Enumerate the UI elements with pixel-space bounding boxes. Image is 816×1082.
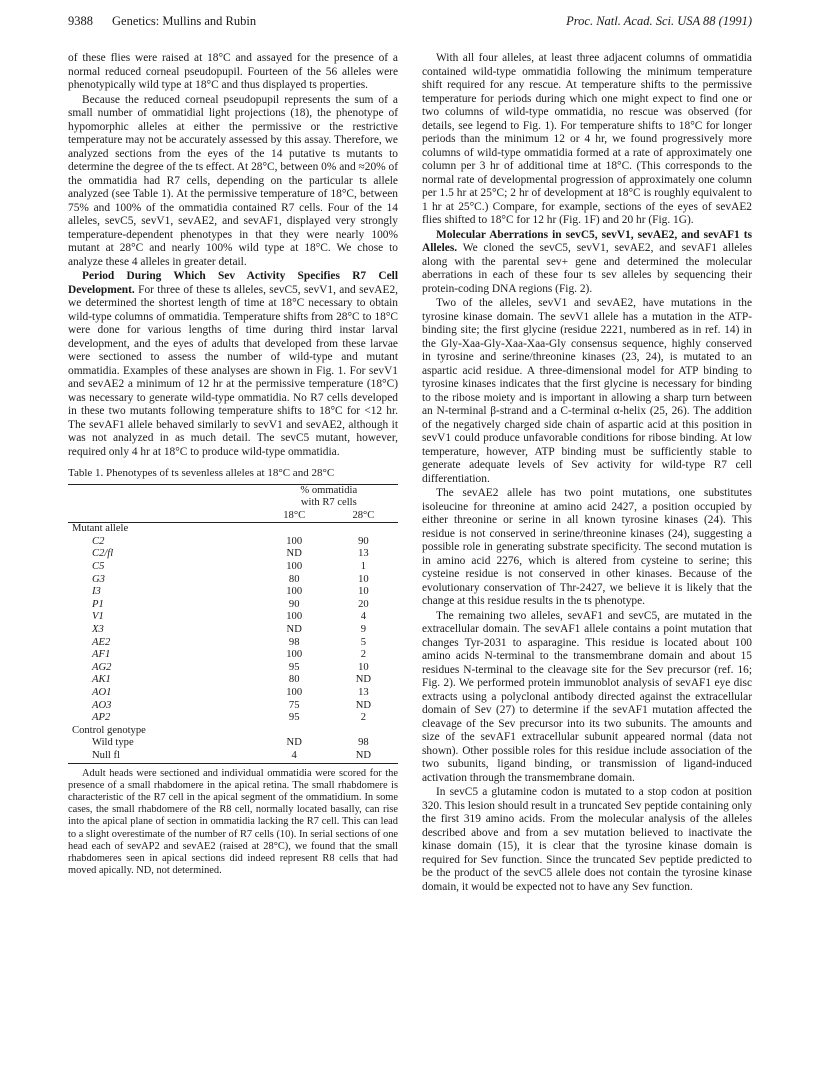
col-header-18c: 18°C xyxy=(260,510,329,523)
left-paragraph-3 xyxy=(68,270,398,459)
left-column xyxy=(68,52,398,877)
table-cell-t28: 2 xyxy=(360,649,367,661)
table-cell-allele: Null fl xyxy=(68,750,260,763)
table-cell-allele: AF1 xyxy=(92,649,111,661)
table-cell-t18: 100 xyxy=(286,611,303,623)
table-row xyxy=(68,624,398,637)
table-cell-allele: V1 xyxy=(92,611,104,623)
table-row xyxy=(68,700,398,713)
table-row xyxy=(68,536,398,549)
table-spanner-1: % ommatidia xyxy=(260,484,398,497)
table-header-row-1 xyxy=(68,484,398,497)
table-cell-t18: 100 xyxy=(286,649,303,661)
page-number: 9388 xyxy=(68,14,93,28)
table-cell-allele: AP2 xyxy=(92,712,111,724)
right-paragraph-5: The remaining two alleles, sevAF1 and sevC5, are mutated in the extracellular domain. The sevAF1 allele contains a point mutation that changes Tyr-2031 to asparagine. This residue is located about 100 amino acids N-terminal to the transmembrane domain and about 15 residues N-terminal to the cleavage site for the Sev precursor (ref. 16; Fig. 2). We performed protein immunoblot analysis of sevAF1 eye disc extracts using a polyclonal antibody directed against the extracellular domain of Sev (27) to determine if the sevAF1 mutation affected the cleavage of the Sev precursor into its two subunits. The amounts and size of the sevAF1 extracellular subunit appeared normal (data not shown). Other possible roles for this residue include association of the two subunits, ligand binding, or transmission of ligand-induced activation through the transmembrane domain. xyxy=(422,609,752,784)
table-cell-t28: 98 xyxy=(358,737,369,749)
table-cell-t18: 95 xyxy=(288,712,300,724)
table-cell-t18: 100 xyxy=(286,687,303,698)
table-cell-allele: C5 xyxy=(92,561,105,573)
table-cell-allele: C2 xyxy=(92,535,105,547)
table-cell-t18: 100 xyxy=(286,535,303,547)
right-paragraph-3: Two of the alleles, sevV1 and sevAE2, have mutations in the tyrosine kinase domain. The sevV1 allele has a mutation in the ATP-binding site; the first glycine (residue 2221, numbered as in ref. 14) in the Gly-Xaa-Gly-Xaa-Xaa-Gly consensus sequence, highly conserved in tyrosine and serine/threonine kinases (23, 24), is mutated to an aspartic acid residue. A three-dimensional model for ATP binding to tyrosine kinases indicates that the first glycine is necessary for binding to the ribose moiety and is important in allowing a sharp turn between an N-terminal β-strand and a C-terminal α-helix (25, 26). The addition of the negatively charged side chain of aspartic acid at this position in sevV1 could produce unfavorable conditions for ribose binding. At low temperature, however, ATP binding must be sufficiently stable to generate adequate levels of Sev activity for wild-type R7 cell differentiation. xyxy=(422,297,752,485)
journal-citation: Proc. Natl. Acad. Sci. USA 88 (1991) xyxy=(566,14,752,28)
table-row xyxy=(68,599,398,612)
table-row xyxy=(68,548,398,561)
table-cell-t28: 1 xyxy=(360,561,367,573)
table-row xyxy=(68,712,398,725)
table-cell-allele: I3 xyxy=(92,586,101,598)
left-paragraph-2: Because the reduced corneal pseudopupil represents the sum of a small number of ommatidial light projections (18), the phenotype of hypomorphic alleles at either the permissive or the restrictive temperature may not be accurately assessed by this assay. Therefore, we analyzed sections from the eyes of the 14 putative ts mutants to determine the degree of the ts effect. At 28°C, between 0% and ≈20% of the ommatidia had R7 cells, depending on the particular ts allele analyzed (see Table 1). At the permissive temperature of 18°C, between 75% and 100% of the ommatidia contained R7 cells. Four of the 14 alleles, sevC5, sevV1, sevAE2, and sevAF1, displayed very strongly temperature-dependent phenotypes in that they were nearly 100% mutant at 28°C and nearly 100% wild type at 18°C. We chose to analyze these 4 alleles in greater detail. xyxy=(68,93,398,268)
table-row xyxy=(68,674,398,687)
table-row xyxy=(68,637,398,650)
phenotype-table xyxy=(68,484,398,764)
group-row-control xyxy=(68,725,398,738)
table-cell-t28: 13 xyxy=(358,548,369,560)
right-paragraph-6: In sevC5 a glutamine codon is mutated to a stop codon at position 320. This lesion should result in a truncated Sev peptide containing only the first 319 amino acids. From the molecular analysis of the alleles described above and from a sev mutation believed to inactivate the kinase domain (15), it is clear that the tyrosine kinase domain is required for Sev function. Since the truncated Sev peptide predicted to be the product of the sevC5 allele does not contain the tyrosine kinase domain, it would be expected not to have any Sev function. xyxy=(422,786,752,893)
table-cell-t28: ND xyxy=(355,674,372,686)
table-row xyxy=(68,586,398,599)
table-row xyxy=(68,737,398,750)
table-row xyxy=(68,574,398,587)
left-paragraph-1: of these flies were raised at 18°C and assayed for the presence of a normal reduced corneal pseudopupil. Fourteen of the 56 alleles were phenotypically wild type at 18°C and thus displayed ts properties. xyxy=(68,52,398,91)
table-row xyxy=(68,561,398,574)
section-heading-molecular: Molecular Aberrations in sevC5, sevV1, sevAE2, and sevAF1 ts Alleles. xyxy=(422,228,752,254)
table-cell-t28: 5 xyxy=(360,636,367,648)
table-cell-t18: 100 xyxy=(286,586,303,598)
mutant-rows xyxy=(68,536,398,725)
table-cell-allele: P1 xyxy=(92,598,104,610)
table-cell-t18: 4 xyxy=(260,750,329,763)
right-paragraph-4: The sevAE2 allele has two point mutations, one substitutes isoleucine for threonine at amino acid 2427, a position occupied by either threonine or serine in all known tyrosine kinases (24). This residue is not conserved in serine/threonine kinases (24), suggesting a possible role in generating substrate specificity. The second mutation is in amino acid 2276, which is altered from cysteine to serine; this cysteine residue is not conserved in other kinases. Because of the evolutionary conservation of Thr-2427, we believe it is likely that the change at this residue results in the ts phenotype. xyxy=(422,487,752,607)
table-cell-t18: 80 xyxy=(288,573,300,585)
table-row xyxy=(68,662,398,675)
table-cell-t28: 2 xyxy=(360,712,367,724)
table-cell-allele: AO1 xyxy=(92,687,112,698)
table-cell-allele: AE2 xyxy=(92,636,111,648)
group-label-control: Control genotype xyxy=(72,724,146,736)
right-paragraph-2 xyxy=(422,229,752,297)
table-row xyxy=(68,750,398,763)
left-paragraph-3-body: For three of these ts alleles, sevC5, sevV1, and sevAE2, we determined the shortest length of time at 18°C necessary to obtain wild-type columns of ommatidia. Temperature shifts from 28°C to 18°C were done for various lengths of time during third instar larval development, and the eyes of adults that developed from these larvae were sectioned to assess the number of wild-type and mutant ommatidia. Examples of these analyses are shown in Fig. 1. For sevV1 and sevAE2 a minimum of 12 hr at the permissive temperature (18°C) was necessary to generate wild-type ommatidia. No R7 cells developed in these two mutants following temperature shifts to 18°C for <12 hr. The sevAF1 allele behaved similarly to sevV1 and sevAE2, although it was not analyzed in as much detail. The sevC5 mutant, however, required only 4 hr at 18°C to produce wild-type ommatidia. xyxy=(68,283,398,458)
section-title: Genetics: Mullins and Rubin xyxy=(112,14,257,28)
right-column xyxy=(422,52,752,894)
group-label-mutant: Mutant allele xyxy=(72,523,129,535)
table-cell-allele: X3 xyxy=(92,624,104,636)
table-cell-t18: 80 xyxy=(288,674,300,686)
table-cell-t18: ND xyxy=(286,548,302,560)
table-cell-t18: ND xyxy=(286,737,302,749)
table-cell-t18: 100 xyxy=(286,561,303,573)
table-cell-t28: 10 xyxy=(358,573,369,585)
control-rows xyxy=(68,737,398,763)
table-cell-t18: ND xyxy=(286,624,302,636)
table-cell-allele: C2/fl xyxy=(92,548,114,560)
right-paragraph-2-body: We cloned the sevC5, sevV1, sevAE2, and sevAF1 alleles along with the parental sev+ gene and determined the molecular aberrations in each of these four ts sev alleles by sequencing their protein-coding DNA regions (Fig. 2). xyxy=(422,242,752,295)
section-heading-period: Period During Which Sev Activity Specifies R7 Cell Development. xyxy=(68,270,398,296)
table-cell-t18: 98 xyxy=(288,636,300,648)
table-cell-t28: 13 xyxy=(358,687,369,698)
table-row xyxy=(68,611,398,624)
table-cell-allele: AG2 xyxy=(92,661,112,673)
table-cell-allele: Wild type xyxy=(92,737,134,749)
table-cell-t28: ND xyxy=(329,750,398,763)
table-header-row-2 xyxy=(68,497,398,510)
table-cell-t28: 20 xyxy=(358,598,369,610)
table-caption: Table 1. Phenotypes of ts sevenless alleles at 18°C and 28°C xyxy=(68,467,335,479)
table-cell-allele: AO3 xyxy=(92,699,112,711)
table-header-row-3 xyxy=(68,510,398,523)
table-cell-t28: 4 xyxy=(360,611,367,623)
table-footnote: Adult heads were sectioned and individual ommatidia were scored for the presence of a small rhabdomere in the apical retina. The small rhabdomere is characteristic of the R7 cell in the apical segment of the ommatidium. In some cases, the small rhabdomere of the R8 cell, normally located basally, can rise into the apical plane of section in ommatidia lacking the R7 cell. This can lead to a slight overestimate of the number of R7 cells (10). In serial sections of one head each of sevAP2 and sevAE2 (raised at 28°C), we found that the small rhabdomeres seen in apical sections did indeed represent R8 cells that had moved apically. ND, not determined. xyxy=(68,767,398,877)
table-row xyxy=(68,687,398,700)
group-row-mutant xyxy=(68,523,398,536)
table-row xyxy=(68,649,398,662)
col-header-28c: 28°C xyxy=(329,510,398,523)
table-cell-t28: 10 xyxy=(358,586,369,598)
table-cell-t28: 9 xyxy=(360,624,367,636)
table-cell-t18: 75 xyxy=(288,699,300,711)
table-cell-allele: AK1 xyxy=(92,674,111,686)
table-cell-t28: 10 xyxy=(358,661,369,673)
right-paragraph-1: With all four alleles, at least three adjacent columns of ommatidia contained wild-type ommatidia following the minimum temperature shift required for any rescue. At temperature shifts to the permissive temperature for periods during which one might expect to find one or two columns of wild-type ommatidia, no rescue was observed (for details, see legend to Fig. 1). For temperature shifts to 18°C for longer periods than the minimum 12 or 4 hr, we found progressively more columns of wild-type ommatidia formed at a rate of approximately one column per 3 hr of additional time at 18°C. (This corresponds to the normal rate of developmental progression of approximately one column per 1.5 hr at 25°C; 2 hr of development at 18°C is roughly equivalent to 1 hr at 25°C.) Compare, for example, sections of the eyes of sevAE2 flies shifted to 18°C for 12 hr (Fig. 1F) and 20 hr (Fig. 1G). xyxy=(422,52,752,226)
table-cell-t18: 95 xyxy=(288,661,300,673)
table-cell-t18: 90 xyxy=(288,598,300,610)
table-cell-t28: 90 xyxy=(358,535,369,547)
table-spanner-2: with R7 cells xyxy=(300,497,357,509)
running-header xyxy=(68,14,752,32)
table-cell-allele: G3 xyxy=(92,573,105,585)
table-cell-t28: ND xyxy=(355,699,372,711)
